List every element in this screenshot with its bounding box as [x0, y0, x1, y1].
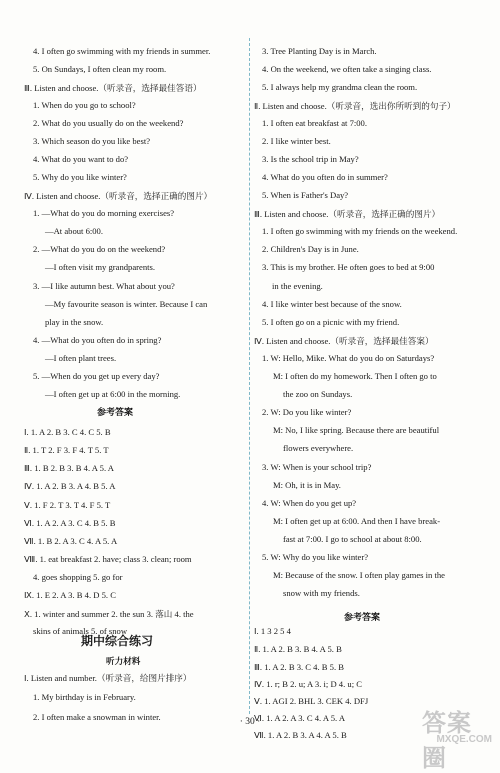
right-line: 1. I often eat breakfast at 7:00. [262, 118, 367, 128]
right-line: in the evening. [272, 281, 323, 291]
right-line: fast at 7:00. I go to school at about 8:00. [283, 534, 422, 544]
right-line: 2. Children's Day is in June. [262, 244, 359, 254]
left-line: 4. goes shopping 5. go for [33, 572, 123, 582]
right-line: Ⅲ. 1. A 2. B 3. C 4. B 5. B [254, 662, 344, 672]
left-line: Ⅳ. Listen and choose.（听录音，选择正确的图片） [24, 191, 213, 201]
left-line: —My favourite season is winter. Because I can [45, 299, 208, 309]
left-bottom-line: Ⅰ. Listen and number.（听录音，给图片排序） [24, 673, 192, 683]
left-answers-heading: 参考答案 [97, 407, 134, 417]
right-line: M: No, I like spring. Because there are beautiful [273, 425, 440, 435]
left-line: 3. Which season do you like best? [33, 136, 151, 146]
right-line: 3. Is the school trip in May? [262, 154, 359, 164]
right-line: 1. I often go swimming with my friends on the weekend. [262, 226, 458, 236]
left-line: skins of animals 5. of snow [33, 626, 128, 636]
right-line: 5. W: Why do you like winter? [262, 552, 369, 562]
right-line: 3. Tree Planting Day is in March. [262, 46, 377, 56]
left-line: Ⅲ. Listen and choose.（听录音，选择最佳答语） [24, 83, 202, 93]
right-line: 2. I like winter best. [262, 136, 331, 146]
right-line: 2. W: Do you like winter? [262, 407, 352, 417]
right-line: Ⅳ. 1. r; B 2. u; A 3. i; D 4. u; C [254, 679, 362, 689]
left-line: play in the snow. [45, 317, 104, 327]
right-line: Ⅱ. Listen and choose.（听录音，选出你所听到的句子） [254, 101, 456, 111]
right-line: 5. When is Father's Day? [262, 190, 349, 200]
left-line: Ⅰ. 1. A 2. B 3. C 4. C 5. B [24, 427, 111, 437]
right-line: Ⅶ. 1. A 2. B 3. A 4. A 5. B [254, 730, 347, 740]
right-line: 1. W: Hello, Mike. What do you do on Saturdays? [262, 353, 435, 363]
right-line: 5. I always help my grandma clean the room. [262, 82, 418, 92]
left-line: Ⅷ. 1. eat breakfast 2. have; class 3. clean; room [24, 554, 192, 564]
right-answers-heading: 参考答案 [344, 612, 381, 622]
left-line: Ⅲ. 1. B 2. B 3. B 4. A 5. A [24, 463, 114, 473]
left-line: 4. —What do you often do in spring? [33, 335, 162, 345]
watermark-main: 答案圈 [422, 710, 472, 772]
left-line: Ⅴ. 1. F 2. T 3. T 4. F 5. T [24, 500, 111, 510]
left-line: 4. What do you want to do? [33, 154, 129, 164]
right-line: Ⅰ. 1 3 2 5 4 [254, 626, 291, 636]
right-line: 3. This is my brother. He often goes to bed at 9:00 [262, 262, 435, 272]
left-line: 4. I often go swimming with my friends in summer. [33, 46, 211, 56]
left-line: —At about 6:00. [45, 226, 104, 236]
left-line: 5. Why do you like winter? [33, 172, 127, 182]
left-line: 2. What do you usually do on the weekend? [33, 118, 184, 128]
right-line: 4. What do you often do in summer? [262, 172, 388, 182]
left-line: —I often plant trees. [45, 353, 117, 363]
page-number: · 30 · [239, 717, 261, 727]
right-line: snow with my friends. [283, 588, 360, 598]
right-line: M: Oh, it is in May. [273, 480, 341, 490]
left-line: —I often get up at 6:00 in the morning. [45, 389, 181, 399]
left-line: 2. —What do you do on the weekend? [33, 244, 166, 254]
watermark-url: MXQE.COM [436, 734, 492, 745]
right-line: Ⅳ. Listen and choose.（听录音，选择最佳答案） [254, 336, 434, 346]
right-line: Ⅱ. 1. A 2. B 3. B 4. A 5. B [254, 644, 342, 654]
left-bottom-line: 1. My birthday is in February. [33, 692, 136, 702]
column-divider [249, 38, 250, 714]
right-line: M: Because of the snow. I often play games in the [273, 570, 445, 580]
right-line: M: I often get up at 6:00. And then I have break- [273, 516, 441, 526]
right-line: 4. W: When do you get up? [262, 498, 357, 508]
left-line: 5. On Sundays, I often clean my room. [33, 64, 167, 74]
right-line: Ⅵ. 1. A 2. A 3. C 4. A 5. A [254, 713, 346, 723]
right-line: 3. W: When is your school trip? [262, 462, 372, 472]
watermark-logo [422, 703, 494, 772]
right-line: the zoo on Sundays. [283, 389, 353, 399]
section-subtitle: 听力材料 [106, 656, 141, 666]
left-line: Ⅸ. 1. E 2. A 3. B 4. D 5. C [24, 590, 116, 600]
left-line: Ⅶ. 1. B 2. A 3. C 4. A 5. A [24, 536, 118, 546]
left-line: 5. —When do you get up every day? [33, 371, 160, 381]
right-line: 4. On the weekend, we often take a singing class. [262, 64, 432, 74]
right-line: Ⅲ. Listen and choose.（听录音，选择正确的图片） [254, 209, 441, 219]
left-line: Ⅹ. 1. winter and summer 2. the sun 3. 落山 4. the [24, 609, 194, 619]
left-line: 1. When do you go to school? [33, 100, 136, 110]
left-bottom-line: 2. I often make a snowman in winter. [33, 712, 161, 722]
left-line: —I often visit my grandparents. [45, 262, 156, 272]
right-line: flowers everywhere. [283, 443, 354, 453]
left-line: 1. —What do you do morning exercises? [33, 208, 175, 218]
right-line: 4. I like winter best because of the snow. [262, 299, 402, 309]
left-line: Ⅳ. 1. A 2. B 3. A 4. B 5. A [24, 481, 116, 491]
left-line: 3. —I like autumn best. What about you? [33, 281, 175, 291]
right-line: M: I often do my homework. Then I often go to [273, 371, 437, 381]
section-title: 期中综合练习 [81, 634, 154, 648]
right-line: Ⅴ. 1. AGI 2. BHL 3. CEK 4. DFJ [254, 696, 369, 706]
left-line: Ⅵ. 1. A 2. A 3. C 4. B 5. B [24, 518, 116, 528]
right-line: 5. I often go on a picnic with my friend. [262, 317, 400, 327]
left-line: Ⅱ. 1. T 2. F 3. F 4. T 5. T [24, 445, 109, 455]
